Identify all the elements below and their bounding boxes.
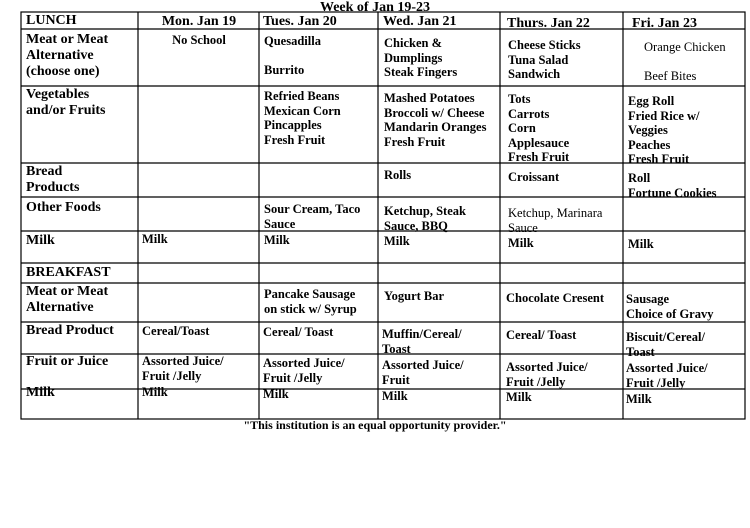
lunch-header: LUNCH — [26, 13, 77, 28]
cell-lunch-bread-fri: Roll Fortune Cookies — [628, 171, 717, 200]
row-label-lunch-meat: Meat or Meat Alternative (choose one) — [26, 32, 109, 79]
cell-breakfast-bread-mon: Cereal/Toast — [142, 324, 210, 338]
breakfast-header: BREAKFAST — [26, 265, 111, 280]
cell-lunch-milk-tue: Milk — [264, 233, 290, 247]
cell-lunch-other-tue: Sour Cream, Taco Sauce — [264, 202, 361, 231]
cell-breakfast-meat-fri: Sausage Choice of Gravy — [626, 292, 714, 321]
day-header-wed: Wed. Jan 21 — [383, 14, 457, 29]
cell-breakfast-bread-fri: Biscuit/Cereal/ Toast — [626, 330, 705, 359]
cell-lunch-meat-mon: No School — [172, 33, 226, 47]
cell-lunch-milk-fri: Milk — [628, 237, 654, 251]
cell-breakfast-meat-thu: Chocolate Cresent — [506, 291, 605, 305]
cell-breakfast-meat-wed: Yogurt Bar — [384, 289, 445, 303]
cell-breakfast-bread-tue: Cereal/ Toast — [263, 325, 334, 339]
row-label-breakfast-meat: Meat or Meat Alternative — [26, 284, 109, 315]
cell-breakfast-fruit-tue: Assorted Juice/ Fruit /Jelly — [263, 356, 345, 385]
menu-title: Week of Jan 19-23 — [319, 0, 431, 15]
menu-table — [20, 11, 746, 421]
cell-lunch-veg-tue: Refried Beans Mexican Corn Pincapples Fresh Fruit — [264, 89, 341, 147]
row-label-lunch-bread: Bread Products — [26, 164, 80, 195]
cell-breakfast-fruit-fri: Assorted Juice/ Fruit /Jelly — [626, 361, 708, 390]
cell-breakfast-fruit-mon: Assorted Juice/ Fruit /Jelly — [142, 354, 224, 383]
row-label-breakfast-fruit: Fruit or Juice — [26, 354, 109, 369]
cell-lunch-veg-thu: Tots Carrots Corn Applesauce Fresh Fruit — [508, 92, 570, 164]
cell-lunch-milk-thu: Milk — [508, 236, 534, 250]
cell-lunch-milk-wed: Milk — [384, 234, 410, 248]
row-label-lunch-veg: Vegetables and/or Fruits — [26, 87, 106, 118]
row-label-lunch-other: Other Foods — [26, 200, 101, 215]
cell-lunch-other-wed: Ketchup, Steak Sauce, BBQ — [384, 204, 466, 233]
cell-lunch-meat-thu: Cheese Sticks Tuna Salad Sandwich — [508, 38, 581, 81]
cell-breakfast-milk-fri: Milk — [626, 392, 652, 406]
cell-lunch-bread-thu: Croissant — [508, 170, 560, 184]
day-header-thu: Thurs. Jan 22 — [507, 16, 590, 31]
cell-lunch-other-thu: Ketchup, Marinara Sauce — [508, 206, 603, 235]
cell-lunch-meat-fri: Orange Chicken Beef Bites — [644, 40, 726, 83]
row-label-lunch-milk: Milk — [26, 233, 55, 248]
cell-breakfast-milk-thu: Milk — [506, 390, 532, 404]
cell-breakfast-fruit-wed: Assorted Juice/ Fruit — [382, 358, 464, 387]
cell-breakfast-fruit-thu: Assorted Juice/ Fruit /Jelly — [506, 360, 588, 389]
day-header-tue: Tues. Jan 20 — [263, 14, 337, 29]
cell-lunch-meat-tue: Quesadilla Burrito — [264, 34, 321, 77]
day-header-fri: Fri. Jan 23 — [632, 16, 697, 31]
cell-lunch-meat-wed: Chicken & Dumplings Steak Fingers — [384, 36, 458, 79]
cell-lunch-veg-wed: Mashed Potatoes Broccoli w/ Cheese Mandarin Oranges Fresh Fruit — [384, 91, 487, 149]
cell-lunch-veg-fri: Egg Roll Fried Rice w/ Veggies Peaches Fresh Fruit — [628, 94, 700, 166]
cell-lunch-milk-mon: Milk — [142, 232, 168, 246]
row-label-breakfast-milk: Milk — [26, 385, 55, 400]
cell-breakfast-milk-wed: Milk — [382, 389, 408, 403]
cell-breakfast-bread-thu: Cereal/ Toast — [506, 328, 577, 342]
cell-breakfast-milk-mon: Milk — [142, 385, 168, 399]
equal-opportunity-statement: "This institution is an equal opportunity provider." — [243, 418, 507, 432]
day-header-mon: Mon. Jan 19 — [161, 14, 237, 29]
cell-breakfast-bread-wed: Muffin/Cereal/ Toast — [382, 327, 462, 356]
cell-lunch-bread-wed: Rolls — [384, 168, 412, 182]
row-label-breakfast-bread: Bread Product — [26, 323, 114, 338]
cell-breakfast-meat-tue: Pancake Sausage on stick w/ Syrup — [264, 287, 357, 316]
cell-breakfast-milk-tue: Milk — [263, 387, 289, 401]
